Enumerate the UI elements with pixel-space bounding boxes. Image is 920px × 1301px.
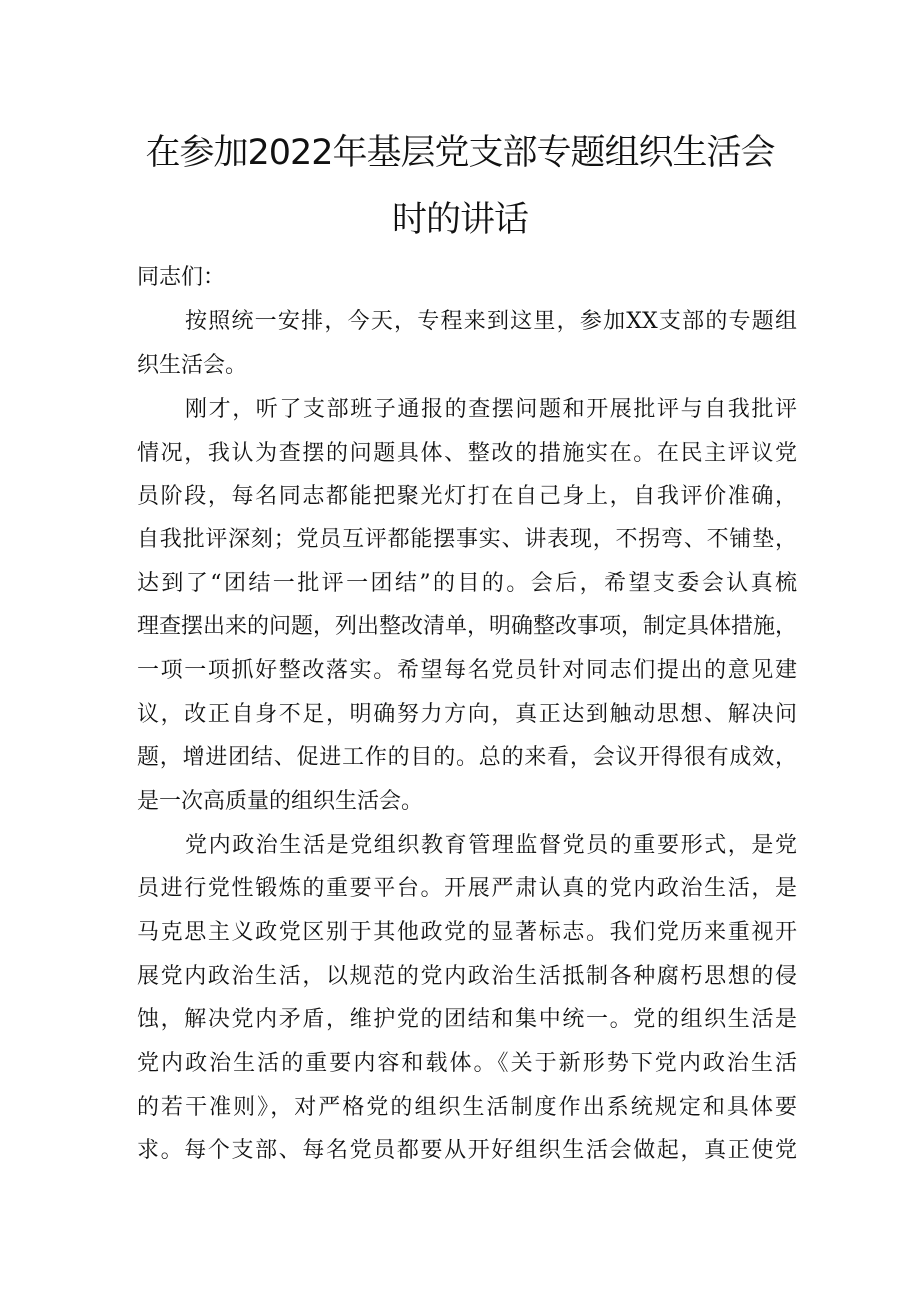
paragraph-3-line-8: 求。每个支部、每名党员都要从开好组织生活会做起，真正使党 <box>137 1138 797 1163</box>
paragraph-2-line-3: 员阶段，每名同志都能把聚光灯打在自己身上，自我评价准确， <box>137 484 797 509</box>
paragraph-3-line-1: 党内政治生活是党组织教育管理监督党员的重要形式，是党 <box>185 833 797 858</box>
paragraph-1-line-2: 织生活会。 <box>137 353 248 378</box>
paragraph-1-line-1: 按照统一安排，今天，专程来到这里，参加XX支部的专题组 <box>185 309 797 334</box>
paragraph-2-line-4: 自我批评深刻；党员互评都能摆事实、讲表现，不拐弯、不铺垫， <box>137 527 797 552</box>
paragraph-3-line-6: 党内政治生活的重要内容和载体。《关于新形势下党内政治生活 <box>137 1051 797 1076</box>
paragraph-3-line-5: 蚀，解决党内矛盾，维护党的团结和集中统一。党的组织生活是 <box>137 1007 797 1032</box>
document-title-line-1: 在参加2022年基层党支部专题组织生活会 <box>145 133 775 173</box>
paragraph-2-line-1: 刚才，听了支部班子通报的查摆问题和开展批评与自我批评 <box>185 397 797 422</box>
paragraph-2-line-5: 达到了“团结一批评一团结”的目的。会后，希望支委会认真梳 <box>137 571 797 596</box>
paragraph-2-line-2: 情况，我认为查摆的问题具体、整改的措施实在。在民主评议党 <box>137 441 797 466</box>
document-title-line-2: 时的讲话 <box>391 200 528 240</box>
paragraph-3-line-3: 马克思主义政党区别于其他政党的显著标志。我们党历来重视开 <box>137 920 797 945</box>
paragraph-3-line-4: 展党内政治生活，以规范的党内政治生活抵制各种腐朽思想的侵 <box>137 964 797 989</box>
paragraph-3-line-2: 员进行党性锻炼的重要平台。开展严肃认真的党内政治生活，是 <box>137 876 797 901</box>
paragraph-2-line-9: 题，增进团结、促进工作的目的。总的来看，会议开得很有成效， <box>137 745 797 770</box>
paragraph-2-line-6: 理查摆出来的问题，列出整改清单，明确整改事项，制定具体措施， <box>137 614 798 639</box>
paragraph-2-line-7: 一项一项抓好整改落实。希望每名党员针对同志们提出的意见建 <box>137 658 797 683</box>
paragraph-2-line-10: 是一次高质量的组织生活会。 <box>137 789 424 814</box>
paragraph-2-line-8: 议，改正自身不足，明确努力方向，真正达到触动思想、解决问 <box>137 702 797 727</box>
paragraph-3-line-7: 的若干准则》，对严格党的组织生活制度作出系统规定和具体要 <box>137 1095 797 1120</box>
salutation: 同志们： <box>137 265 226 290</box>
